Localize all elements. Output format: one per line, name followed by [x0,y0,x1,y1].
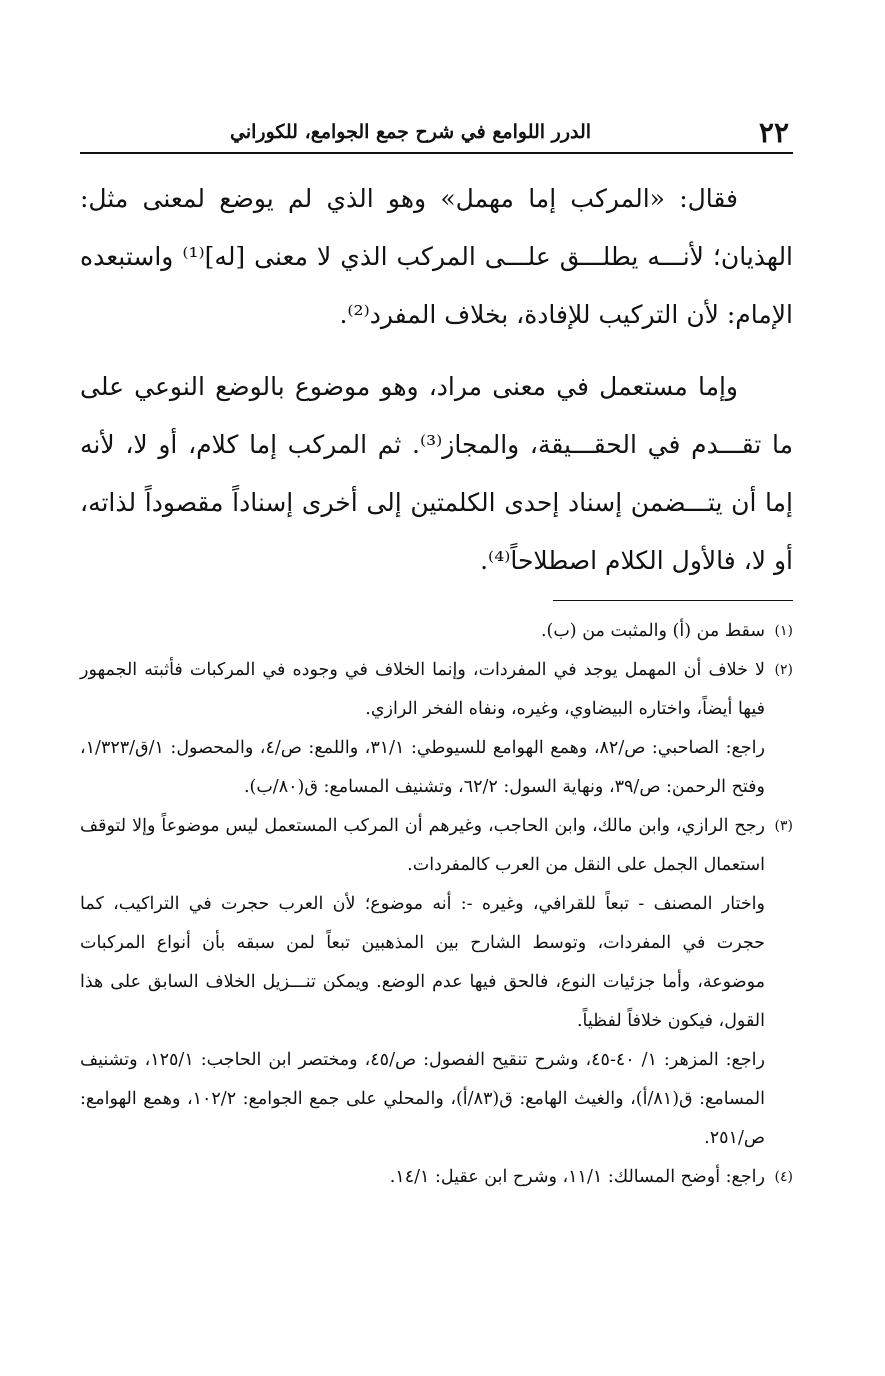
page-number: ٢٢ [758,115,789,149]
footnote-separator [553,600,793,601]
body-paragraph: وإما مستعمل في معنى مراد، وهو موضوع بالوضع النوعي على ما تقـــدم في الحقـــيقة، والمجاز⁽³⁾. ثم المركب إما كلام، أو لا، لأنه إما أن يتـــضمن إسناد إحدى الكلمتين إلى أخرى إسناداً مقصوداً لذاته، أو لا، فالأول الكلام اصطلاحاً⁽⁴⁾. [80,372,793,575]
footnote-text: راجع: الصاحبي: ص/٨٢، وهمع الهوامع للسيوطي: ٣١/١، واللمع: ص/٤، والمحصول: ١/ق/١/٣٢٣، وفتح الرحمن: ص/٣٩، ونهاية السول: ٦٢/٢، وتشنيف المسامع: ق(٨٠/ب). [80,738,765,797]
footnote [80,807,793,1158]
footnote-text: رجح الرازي، وابن مالك، وابن الحاجب، وغيرهم أن المركب المستعمل ليس موضوعاً وإلا لتوقف استعمال الجمل على النقل من العرب كالمفردات. [80,816,765,875]
footnote [80,651,793,807]
footnote-marker: (١) [774,623,793,639]
footnote-text: سقط من (أ) والمثبت من (ب). [540,621,765,641]
footnote [80,1158,793,1197]
footnote-text: راجع: أوضح المسالك: ١١/١، وشرح ابن عقيل: ١٤/١. [389,1167,765,1187]
running-title: الدرر اللوامع في شرح جمع الجوامع، للكوراني [230,121,592,143]
main-text [80,170,793,590]
footnote-text: راجع: المزهر: ١/ ٤٠-٤٥، وشرح تنقيح الفصول: ص/٤٥، ومختصر ابن الحاجب: ١٢٥/١، وتشنيف المسامع: ق(٨١/أ)، والغيث الهامع: ق(٨٣/أ)، والمحلي على جمع الجوامع: ١٠٢/٢، وهمع الهوامع: ص/٢٥١. [80,1050,765,1148]
footnote [80,612,793,651]
footnote-marker: (٢) [774,662,793,678]
footnote-text: لا خلاف أن المهمل يوجد في المفردات، وإنما الخلاف في وجوده في المركبات فأثبته الجمهور فيها أيضاً، واختاره البيضاوي، وغيره، ونفاه الفخر الرازي. [80,660,765,719]
footnotes [80,612,793,1197]
footnote-marker: (٤) [774,1169,793,1185]
footnote-text: واختار المصنف - تبعاً للقرافي، وغيره -: أنه موضوع؛ لأن العرب حجرت في التراكيب، كما حجرت في المفردات، وتوسط الشارح بين المذهبين تبعاً لمن سبقه بأن أنواع المركبات موضوعة، وأما جزئيات النوع، فالحق فيها عدم الوضع. ويمكن تنـــزيل الخلاف السابق على هذا القول، فيكون خلافاً لفظياً. [80,894,765,1031]
body-paragraph: فقال: «المركب إما مهمل» وهو الذي لم يوضع لمعنى مثل: الهذيان؛ لأنـــه يطلـــق علـــى المركب الذي لا معنى [له]⁽¹⁾ واستبعده الإمام: لأن التركيب للإفادة، بخلاف المفرد⁽²⁾. [80,184,794,329]
footnote-marker: (٣) [774,818,793,834]
page-header [80,112,793,154]
